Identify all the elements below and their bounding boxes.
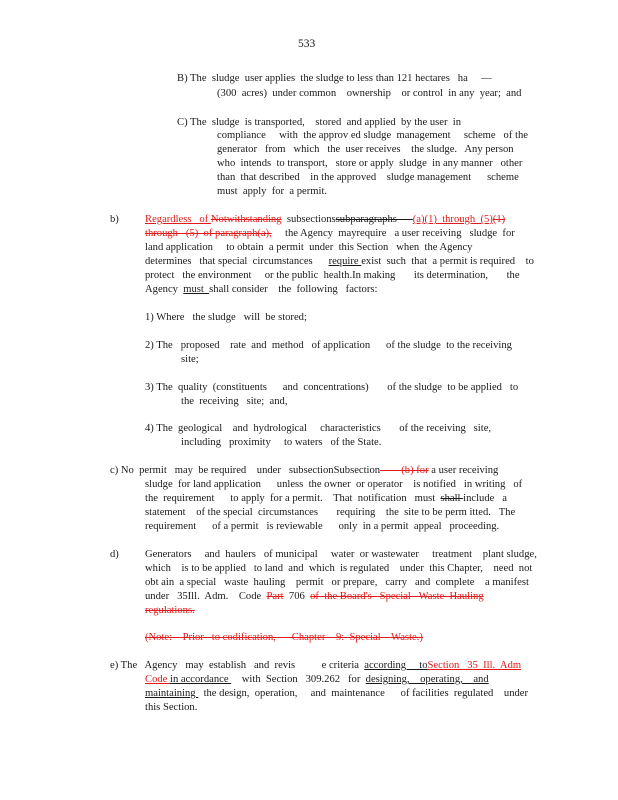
section-c-line-2: sludge for land application unless the owner or operator is notified in writing of <box>145 479 523 490</box>
text: the design, operation, and maintenance of facilities regulated under <box>198 688 529 699</box>
item-B-line-1: B) The sludge user applies the sludge to less than 121 hectares ha — <box>177 73 492 84</box>
section-e-line-3 <box>145 687 528 700</box>
text: under 35Ill. Adm. Code <box>145 591 267 602</box>
inserted-text: Code <box>145 674 171 685</box>
text: determines that special circumstances <box>145 256 329 267</box>
section-d-line-4 <box>145 590 484 603</box>
section-e-line-1 <box>110 659 521 672</box>
factor-1: 1) Where the sludge will be stored; <box>145 312 307 323</box>
deleted-text: Part <box>266 591 284 602</box>
page-number: 533 <box>298 38 316 50</box>
section-c-line-3 <box>145 492 507 505</box>
section-d-note <box>145 631 423 644</box>
inserted-text: (a)(1) through (5) <box>412 214 493 225</box>
text: Agency <box>145 284 184 295</box>
text: shall consider the following factors: <box>209 284 378 295</box>
section-b-line-3: land application to obtain a permit under this Section when the Agency <box>145 242 473 253</box>
factor-2-line-1: 2) The proposed rate and method of application of the sludge to the receiving <box>145 340 512 351</box>
text: with Section 309.262 for <box>231 674 366 685</box>
section-b-line-4 <box>145 255 534 268</box>
deleted-text: Notwithstanding <box>210 214 282 225</box>
inserted-text: designing, operating, and <box>365 674 489 685</box>
factor-4-line-2: including proximity to waters of the State. <box>181 437 382 448</box>
deleted-text: (b) for <box>380 465 429 476</box>
text: c) No permit may be required under subsection <box>110 465 334 476</box>
deleted-text: (1) <box>492 214 506 225</box>
section-b-line-1 <box>145 213 505 226</box>
item-C-line-1: C) The sludge is transported, stored and applied by the user in <box>177 117 462 128</box>
inserted-text: require <box>328 256 362 267</box>
section-b-line-2 <box>145 227 515 240</box>
section-d-line-3: obt ain a special waste hauling permit or prepare, carry and complete a manifest <box>145 577 529 588</box>
item-C-line-2: compliance with the approv ed sludge management scheme of the <box>217 130 528 141</box>
factor-3-line-2: the receiving site; and, <box>181 396 288 407</box>
inserted-text: Section 35 Ill. Adm <box>427 660 522 671</box>
deleted-text: (Note: Prior to codification, Chapter 9: Special Waste.) <box>145 632 423 643</box>
item-C-line-3: generator from which the user receives the sludge. Any person <box>217 144 514 155</box>
text: the requirement to apply for a permit. That notification must <box>145 493 441 504</box>
text: exist such that a permit is required to <box>361 256 534 267</box>
section-d-line-2: which is to be applied to land and which is regulated under this Chapter, need not <box>145 563 533 574</box>
item-C-line-5: than that described in the approved sludge management scheme <box>217 172 519 183</box>
inserted-text: in accordance <box>170 674 232 685</box>
section-c-line-4: statement of the special circumstances requiring the site to be perm itted. The <box>145 507 516 518</box>
factor-2-line-2: site; <box>181 354 199 365</box>
deleted-text: through (5) of paragraph(a), <box>145 228 272 239</box>
item-B-line-2: (300 acres) under common ownership or control in any year; and <box>217 88 522 99</box>
section-d-label: d) <box>110 549 119 560</box>
section-c-line-1 <box>110 464 498 477</box>
section-b-label: b) <box>110 214 119 225</box>
text: a user receiving <box>428 465 499 476</box>
text: subsections <box>281 214 336 225</box>
text: e) The Agency may establish and revis e criteria <box>110 660 365 671</box>
deleted-text: regulations. <box>145 605 195 616</box>
factor-4-line-1: 4) The geological and hydrological characteristics of the receiving site, <box>145 423 492 434</box>
inserted-text: must <box>183 284 210 295</box>
factor-3-line-1: 3) The quality (constituents and concentrations) of the sludge to be applied to <box>145 382 519 393</box>
item-C-line-6: must apply for a permit. <box>217 186 328 197</box>
section-b-line-6 <box>145 283 377 296</box>
text: include a <box>463 493 507 504</box>
text: Subsection <box>333 465 381 476</box>
deleted-text: shall <box>440 493 464 504</box>
section-c-line-5: requirement of a permit is reviewable only in a permit appeal proceeding. <box>145 521 500 532</box>
inserted-text: according to <box>364 660 428 671</box>
section-e-line-2 <box>145 673 489 686</box>
section-d-line-1: Generators and haulers of municipal water or wastewater treatment plant sludge, <box>145 549 537 560</box>
text: the Agency mayrequire a user receiving sludge for <box>271 228 515 239</box>
item-C-line-4: who intends to transport, store or apply sludge in any manner other <box>217 158 523 169</box>
section-b-line-5: protect the environment or the public health.In making its determination, the <box>145 270 520 281</box>
section-d-line-5 <box>145 604 195 617</box>
deleted-text: subparagraphs <box>335 214 413 225</box>
text: 706 <box>283 591 311 602</box>
deleted-text: of the Board's Special Waste Hauling <box>310 591 484 602</box>
section-e-line-4: this Section. <box>145 702 198 713</box>
inserted-text: Regardless of <box>145 214 211 225</box>
inserted-text: maintaining <box>145 688 199 699</box>
